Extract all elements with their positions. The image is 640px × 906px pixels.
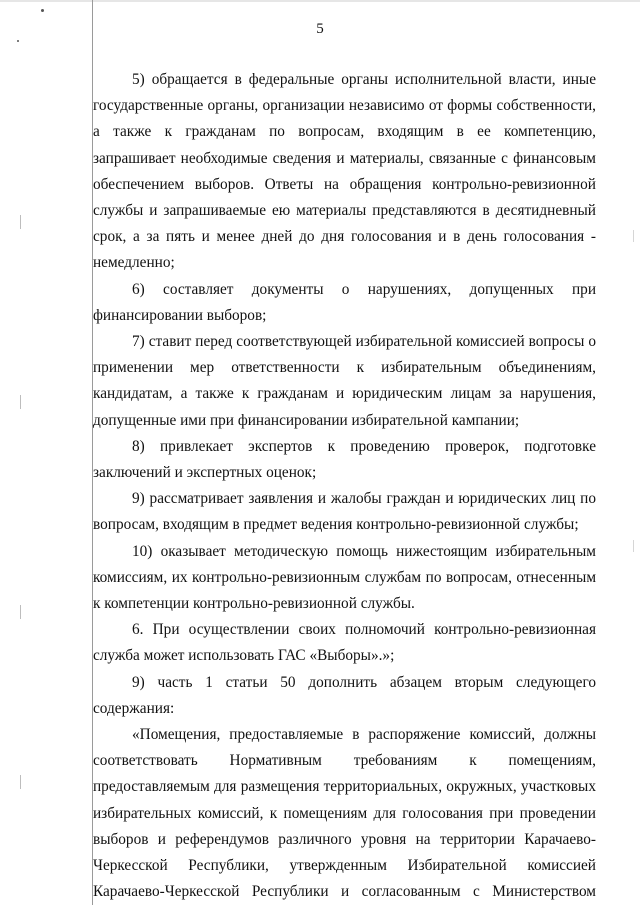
scan-edge-top	[0, 0, 640, 2]
margin-mark	[20, 775, 21, 789]
paragraph-item-10: 10) оказывает методическую помощь нижестоящим избирательным комиссиям, их контрольно-ревизионным службам по вопросам, отнесенным к компетенции контрольно-ревизионной службы.	[93, 542, 596, 613]
paragraph-item-6: 6) составляет документы о нарушениях, допущенных при финансировании выборов;	[93, 280, 596, 324]
margin-mark	[20, 605, 21, 619]
margin-mark	[633, 540, 634, 552]
paragraph-item-8: 8) привлекает экспертов к проведению проверок, подготовке заключений и экспертных оценок;	[93, 437, 596, 482]
margin-mark	[20, 395, 21, 409]
scan-speck	[17, 40, 19, 42]
paragraph-section-6: 6. При осуществлении своих полномочий контрольно-ревизионная служба может использовать ГАС «Выборы».»;	[93, 621, 596, 665]
document-body	[93, 67, 596, 906]
paragraph-item-5: 5) обращается в федеральные органы исполнительной власти, иные государственные органы, организации независимо от формы собственности, а также к гражданам по вопросам, входящим в ее компетенцию, запрашивает необходимые сведения и материалы, связанные с финансовым обеспечением выборов. Ответы на обращения контрольно-ревизионной службы и запрашиваемые ею материалы представляются в десятидневный срок, а за пять и менее дней до дня голосования и в день голосования - немедленно;	[93, 71, 596, 272]
margin-mark	[20, 215, 21, 229]
page-number: 5	[316, 21, 324, 37]
paragraph-amendment-9: 9) часть 1 статьи 50 дополнить абзацем вторым следующего содержания:	[93, 673, 596, 717]
margin-mark	[633, 230, 634, 242]
paragraph-item-9: 9) рассматривает заявления и жалобы граждан и юридических лиц по вопросам, входящим в предмет ведения контрольно-ревизионной службы;	[93, 490, 596, 534]
paragraph-quoted-text: «Помещения, предоставляемые в распоряжение комиссий, должны соответствовать Нормативным требованиям к помещениям, предоставляемым для размещения территориальных, окружных, участковых избирательных комиссий, к помещениям для голосования при проведении выборов и референдумов различного уровня на территории Карачаево-Черкесской Республики, утвержденным Избирательной комиссией Карачаево-Черкесской Республики и согласованным с Министерством	[93, 726, 596, 901]
scan-speck	[41, 9, 44, 12]
paragraph-item-7: 7) ставит перед соответствующей избирательной комиссией вопросы о применении мер ответственности к избирательным объединениям, кандидатам, а также к гражданам и юридическим лицам за нарушения, допущенные ими при финансировании избирательной кампании;	[93, 333, 596, 429]
